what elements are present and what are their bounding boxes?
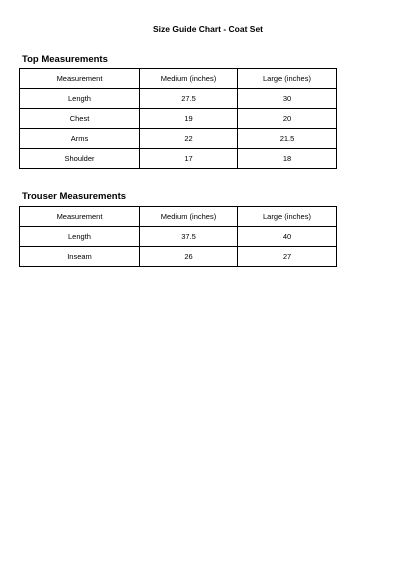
large-cell: 27	[238, 247, 337, 267]
trouser-measurements-table	[19, 206, 337, 267]
measurement-cell: Arms	[20, 129, 140, 149]
trouser-measurements-heading: Trouser Measurements	[22, 191, 127, 202]
column-header: Measurement	[20, 207, 140, 227]
column-header: Medium (inches)	[140, 207, 238, 227]
table-row	[20, 89, 337, 109]
large-cell: 30	[238, 89, 337, 109]
table-header-row	[20, 69, 337, 89]
top-measurements-heading: Top Measurements	[22, 54, 108, 65]
medium-cell: 22	[140, 129, 238, 149]
table-row	[20, 109, 337, 129]
medium-cell: 27.5	[140, 89, 238, 109]
table-row	[20, 129, 337, 149]
column-header: Medium (inches)	[140, 69, 238, 89]
column-header: Measurement	[20, 69, 140, 89]
table-header-row	[20, 207, 337, 227]
column-header: Large (inches)	[238, 207, 337, 227]
page-title: Size Guide Chart - Coat Set	[152, 24, 264, 34]
medium-cell: 17	[140, 149, 238, 169]
top-measurements-table	[19, 68, 337, 169]
medium-cell: 26	[140, 247, 238, 267]
large-cell: 21.5	[238, 129, 337, 149]
table-row	[20, 247, 337, 267]
measurement-cell: Shoulder	[20, 149, 140, 169]
table-row	[20, 227, 337, 247]
column-header: Large (inches)	[238, 69, 337, 89]
large-cell: 18	[238, 149, 337, 169]
medium-cell: 19	[140, 109, 238, 129]
medium-cell: 37.5	[140, 227, 238, 247]
measurement-cell: Length	[20, 227, 140, 247]
large-cell: 40	[238, 227, 337, 247]
measurement-cell: Length	[20, 89, 140, 109]
large-cell: 20	[238, 109, 337, 129]
table-row	[20, 149, 337, 169]
measurement-cell: Chest	[20, 109, 140, 129]
measurement-cell: Inseam	[20, 247, 140, 267]
